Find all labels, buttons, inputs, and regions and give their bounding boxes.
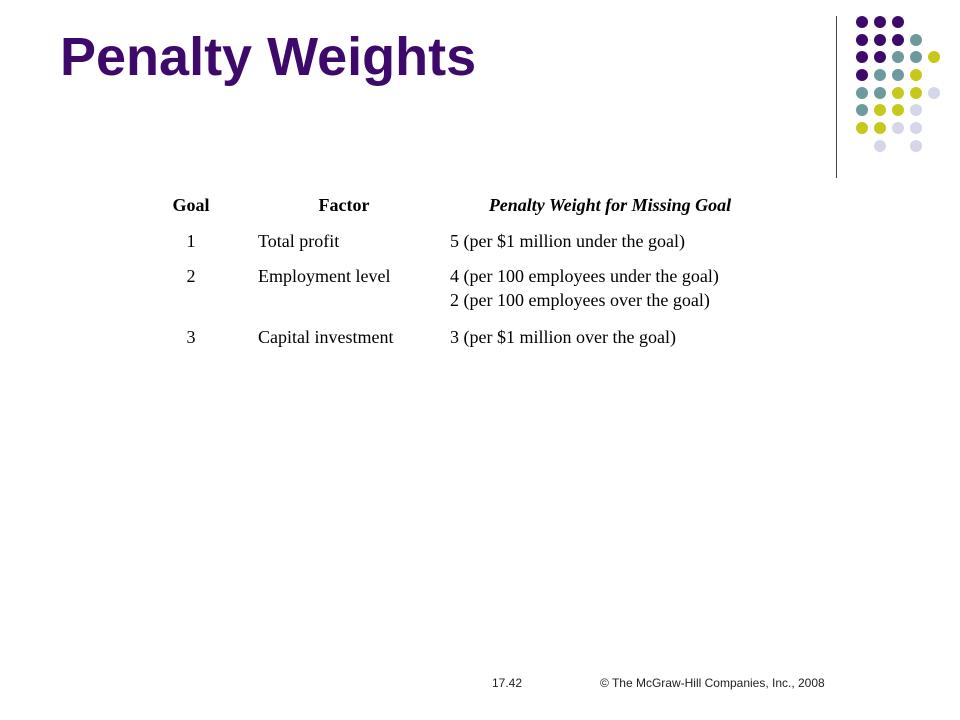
copyright-notice: © The McGraw-Hill Companies, Inc., 2008 [600, 676, 825, 690]
page-number: 17.42 [492, 676, 523, 690]
table-cell-goal: 1 [186, 231, 196, 251]
table-cell-weight: 2 (per 100 employees over the goal) [450, 290, 710, 310]
column-header-penalty-weight: Penalty Weight for Missing Goal [488, 195, 732, 215]
table-cell-weight: 5 (per $1 million under the goal) [450, 231, 685, 251]
table-cell-factor: Capital investment [258, 327, 394, 347]
table-cell-weight: 4 (per 100 employees under the goal) [450, 266, 719, 286]
table-cell-goal: 3 [186, 327, 196, 347]
slide-title: Penalty Weights [60, 27, 477, 87]
table-cell-factor: Total profit [258, 231, 340, 251]
table-cell-factor: Employment level [258, 266, 391, 286]
table-cell-goal: 2 [186, 266, 196, 286]
table-cell-weight: 3 (per $1 million over the goal) [450, 327, 676, 347]
column-header-goal: Goal [172, 195, 210, 215]
column-header-factor: Factor [318, 195, 370, 215]
